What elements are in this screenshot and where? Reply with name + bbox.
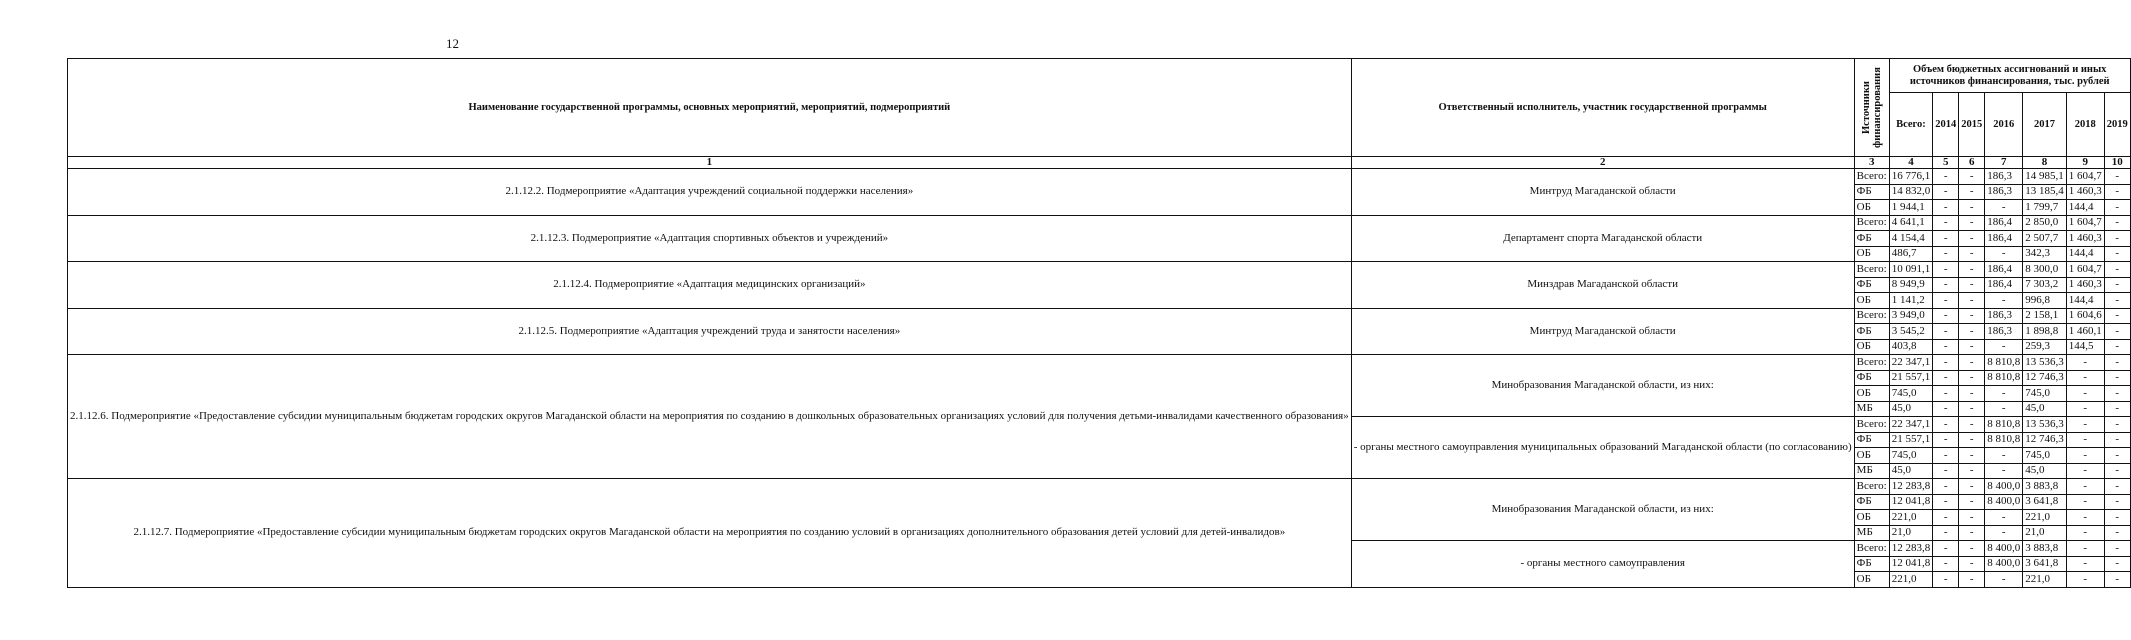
year-value: - xyxy=(2104,246,2130,262)
year-value: - xyxy=(1959,262,1985,278)
year-value: - xyxy=(1959,541,1985,557)
table-row xyxy=(68,262,2131,278)
year-value: - xyxy=(2066,463,2104,479)
total-value: 12 283,8 xyxy=(1889,479,1933,495)
year-value: 3 641,8 xyxy=(2023,556,2067,572)
year-value: 2 850,0 xyxy=(2023,215,2067,231)
funding-source: ФБ xyxy=(1854,184,1889,200)
year-value: - xyxy=(2066,510,2104,526)
year-value: - xyxy=(1933,339,1959,355)
page-number: 12 xyxy=(446,36,459,51)
responsible-participant: - органы местного самоуправления муниципальных образований Магаданской области (по согласованию) xyxy=(1351,417,1854,479)
funding-source: ОБ xyxy=(1854,448,1889,464)
year-value: 1 460,1 xyxy=(2066,324,2104,340)
year-value: - xyxy=(1985,339,2023,355)
total-value: 8 949,9 xyxy=(1889,277,1933,293)
total-value: 4 641,1 xyxy=(1889,215,1933,231)
funding-source: ОБ xyxy=(1854,386,1889,402)
year-value: - xyxy=(1933,355,1959,371)
year-value: 1 460,3 xyxy=(2066,277,2104,293)
funding-source: Всего: xyxy=(1854,479,1889,495)
responsible-executor: Минтруд Магаданской области xyxy=(1351,308,1854,355)
year-value: - xyxy=(2066,401,2104,417)
year-value: - xyxy=(1959,324,1985,340)
funding-source: ФБ xyxy=(1854,231,1889,247)
year-value: 7 303,2 xyxy=(2023,277,2067,293)
header-total: Всего: xyxy=(1889,93,1933,157)
year-value: - xyxy=(1985,246,2023,262)
year-value: 8 400,0 xyxy=(1985,556,2023,572)
year-value: - xyxy=(2066,355,2104,371)
year-value: 342,3 xyxy=(2023,246,2067,262)
year-value: - xyxy=(1959,200,1985,216)
total-value: 4 154,4 xyxy=(1889,231,1933,247)
responsible-participant: - органы местного самоуправления xyxy=(1351,541,1854,588)
total-value: 21 557,1 xyxy=(1889,370,1933,386)
year-value: 13 536,3 xyxy=(2023,355,2067,371)
year-value: - xyxy=(1959,339,1985,355)
year-value: 259,3 xyxy=(2023,339,2067,355)
total-value: 1 141,2 xyxy=(1889,293,1933,309)
funding-source: Всего: xyxy=(1854,417,1889,433)
year-value: - xyxy=(1933,370,1959,386)
year-value: - xyxy=(1933,541,1959,557)
col-number: 5 xyxy=(1933,157,1959,169)
total-value: 745,0 xyxy=(1889,448,1933,464)
year-value: 13 185,4 xyxy=(2023,184,2067,200)
year-value: - xyxy=(1959,293,1985,309)
year-value: - xyxy=(1933,262,1959,278)
year-value: 745,0 xyxy=(2023,386,2067,402)
year-value: 8 810,8 xyxy=(1985,432,2023,448)
col-number: 2 xyxy=(1351,157,1854,169)
year-value: 12 746,3 xyxy=(2023,370,2067,386)
total-value: 45,0 xyxy=(1889,463,1933,479)
funding-source: Всего: xyxy=(1854,541,1889,557)
col-number: 3 xyxy=(1854,157,1889,169)
total-value: 45,0 xyxy=(1889,401,1933,417)
year-value: - xyxy=(1959,494,1985,510)
year-value: - xyxy=(2066,525,2104,541)
year-value: - xyxy=(2066,386,2104,402)
year-value: - xyxy=(1959,479,1985,495)
year-value: - xyxy=(1959,277,1985,293)
year-value: - xyxy=(1933,169,1959,185)
activity-name: 2.1.12.3. Подмероприятие «Адаптация спортивных объектов и учреждений» xyxy=(68,215,1352,262)
year-value: 186,3 xyxy=(1985,184,2023,200)
year-value: 186,3 xyxy=(1985,169,2023,185)
year-value: 186,4 xyxy=(1985,215,2023,231)
year-value: - xyxy=(2066,572,2104,588)
header-volume: Объем бюджетных ассигнований и иных источников финансирования, тыс. рублей xyxy=(1889,59,2130,93)
year-value: - xyxy=(2104,324,2130,340)
responsible-executor: Департамент спорта Магаданской области xyxy=(1351,215,1854,262)
funding-source: ОБ xyxy=(1854,339,1889,355)
year-value: - xyxy=(1933,479,1959,495)
funding-source: ОБ xyxy=(1854,572,1889,588)
year-value: 14 985,1 xyxy=(2023,169,2067,185)
year-value: - xyxy=(2066,494,2104,510)
header-name: Наименование государственной программы, основных мероприятий, мероприятий, подмероприятий xyxy=(68,59,1352,157)
year-value: - xyxy=(2104,200,2130,216)
year-value: 45,0 xyxy=(2023,401,2067,417)
year-value: - xyxy=(1933,572,1959,588)
year-value: - xyxy=(1959,463,1985,479)
total-value: 12 041,8 xyxy=(1889,556,1933,572)
col-number: 8 xyxy=(2023,157,2067,169)
year-value: - xyxy=(1933,494,1959,510)
year-value: - xyxy=(1933,200,1959,216)
year-value: - xyxy=(2104,262,2130,278)
year-value: - xyxy=(1985,293,2023,309)
funding-source: ФБ xyxy=(1854,277,1889,293)
responsible-executor: Минобразования Магаданской области, из них: xyxy=(1351,479,1854,541)
year-value: 3 883,8 xyxy=(2023,479,2067,495)
year-value: - xyxy=(1959,556,1985,572)
funding-source: Всего: xyxy=(1854,169,1889,185)
year-value: - xyxy=(2104,184,2130,200)
year-value: 186,4 xyxy=(1985,231,2023,247)
year-value: - xyxy=(1933,215,1959,231)
year-value: - xyxy=(1985,510,2023,526)
year-value: - xyxy=(1985,463,2023,479)
budget-table xyxy=(67,58,2131,588)
funding-source: ОБ xyxy=(1854,293,1889,309)
activity-name: 2.1.12.6. Подмероприятие «Предоставление субсидии муниципальным бюджетам городских округов Магаданской области на мероприятия по созданию в дошкольных образовательных организациях условий для получения детьми-инвалидами качественного образования» xyxy=(68,355,1352,479)
year-value: - xyxy=(2066,432,2104,448)
year-value: - xyxy=(2104,525,2130,541)
year-value: - xyxy=(1933,277,1959,293)
responsible-executor: Минтруд Магаданской области xyxy=(1351,169,1854,216)
year-value: 221,0 xyxy=(2023,510,2067,526)
year-value: 1 898,8 xyxy=(2023,324,2067,340)
year-value: 2 158,1 xyxy=(2023,308,2067,324)
header-year: 2018 xyxy=(2066,93,2104,157)
header-year: 2016 xyxy=(1985,93,2023,157)
header-year: 2014 xyxy=(1933,93,1959,157)
year-value: - xyxy=(2066,479,2104,495)
year-value: - xyxy=(2104,355,2130,371)
funding-source: Всего: xyxy=(1854,215,1889,231)
activity-name: 2.1.12.2. Подмероприятие «Адаптация учреждений социальной поддержки населения» xyxy=(68,169,1352,216)
total-value: 403,8 xyxy=(1889,339,1933,355)
year-value: - xyxy=(2066,556,2104,572)
year-value: - xyxy=(1985,401,2023,417)
year-value: 144,4 xyxy=(2066,293,2104,309)
funding-source: ФБ xyxy=(1854,556,1889,572)
total-value: 22 347,1 xyxy=(1889,417,1933,433)
funding-source: Всего: xyxy=(1854,262,1889,278)
year-value: - xyxy=(1933,448,1959,464)
year-value: - xyxy=(2104,556,2130,572)
total-value: 486,7 xyxy=(1889,246,1933,262)
table-row xyxy=(68,215,2131,231)
total-value: 745,0 xyxy=(1889,386,1933,402)
year-value: - xyxy=(1959,525,1985,541)
year-value: - xyxy=(2104,386,2130,402)
responsible-executor: Минобразования Магаданской области, из них: xyxy=(1351,355,1854,417)
year-value: - xyxy=(1933,308,1959,324)
year-value: - xyxy=(1959,417,1985,433)
year-value: - xyxy=(1933,401,1959,417)
col-number: 10 xyxy=(2104,157,2130,169)
table-row xyxy=(68,479,2131,495)
year-value: - xyxy=(1933,510,1959,526)
total-value: 221,0 xyxy=(1889,572,1933,588)
table-body xyxy=(68,169,2131,588)
total-value: 221,0 xyxy=(1889,510,1933,526)
funding-source: МБ xyxy=(1854,525,1889,541)
year-value: - xyxy=(2104,169,2130,185)
year-value: 8 810,8 xyxy=(1985,370,2023,386)
total-value: 3 949,0 xyxy=(1889,308,1933,324)
year-value: - xyxy=(1959,401,1985,417)
year-value: - xyxy=(2104,432,2130,448)
header-sources: Источники финансирования xyxy=(1860,67,1883,148)
year-value: 1 604,7 xyxy=(2066,169,2104,185)
header-year: 2015 xyxy=(1959,93,1985,157)
year-value: 1 604,6 xyxy=(2066,308,2104,324)
year-value: - xyxy=(2104,417,2130,433)
funding-source: ФБ xyxy=(1854,324,1889,340)
year-value: - xyxy=(1959,231,1985,247)
year-value: - xyxy=(2104,401,2130,417)
total-value: 3 545,2 xyxy=(1889,324,1933,340)
year-value: - xyxy=(1985,200,2023,216)
year-value: 1 799,7 xyxy=(2023,200,2067,216)
funding-source: Всего: xyxy=(1854,355,1889,371)
year-value: - xyxy=(1933,432,1959,448)
year-value: 186,3 xyxy=(1985,308,2023,324)
year-value: - xyxy=(2104,308,2130,324)
year-value: - xyxy=(2104,277,2130,293)
year-value: 186,3 xyxy=(1985,324,2023,340)
total-value: 21 557,1 xyxy=(1889,432,1933,448)
activity-name: 2.1.12.5. Подмероприятие «Адаптация учреждений труда и занятости населения» xyxy=(68,308,1352,355)
year-value: 745,0 xyxy=(2023,448,2067,464)
year-value: - xyxy=(2104,510,2130,526)
year-value: - xyxy=(1985,386,2023,402)
year-value: - xyxy=(1959,432,1985,448)
year-value: 144,4 xyxy=(2066,200,2104,216)
year-value: - xyxy=(1959,184,1985,200)
year-value: - xyxy=(1985,572,2023,588)
year-value: - xyxy=(2104,370,2130,386)
year-value: 8 300,0 xyxy=(2023,262,2067,278)
funding-source: ФБ xyxy=(1854,494,1889,510)
funding-source: МБ xyxy=(1854,463,1889,479)
year-value: 996,8 xyxy=(2023,293,2067,309)
funding-source: ОБ xyxy=(1854,246,1889,262)
year-value: - xyxy=(2104,339,2130,355)
year-value: - xyxy=(2104,448,2130,464)
table-row xyxy=(68,308,2131,324)
header-year: 2019 xyxy=(2104,93,2130,157)
col-number: 6 xyxy=(1959,157,1985,169)
table-row xyxy=(68,169,2131,185)
col-number: 4 xyxy=(1889,157,1933,169)
total-value: 16 776,1 xyxy=(1889,169,1933,185)
year-value: 3 883,8 xyxy=(2023,541,2067,557)
year-value: - xyxy=(1933,293,1959,309)
year-value: - xyxy=(1933,231,1959,247)
activity-name: 2.1.12.4. Подмероприятие «Адаптация медицинских организаций» xyxy=(68,262,1352,309)
year-value: - xyxy=(2066,417,2104,433)
year-value: - xyxy=(1933,246,1959,262)
activity-name: 2.1.12.7. Подмероприятие «Предоставление субсидии муниципальным бюджетам городских округов Магаданской области на мероприятия по созданию условий в организациях дополнительного образования детей условий для детей-инвалидов» xyxy=(68,479,1352,588)
funding-source: ФБ xyxy=(1854,370,1889,386)
year-value: - xyxy=(1985,448,2023,464)
col-number: 1 xyxy=(68,157,1352,169)
year-value: - xyxy=(2066,541,2104,557)
year-value: - xyxy=(2104,215,2130,231)
col-number: 7 xyxy=(1985,157,2023,169)
year-value: 8 400,0 xyxy=(1985,479,2023,495)
year-value: - xyxy=(1933,184,1959,200)
year-value: - xyxy=(2066,370,2104,386)
year-value: - xyxy=(2104,463,2130,479)
funding-source: ОБ xyxy=(1854,510,1889,526)
year-value: - xyxy=(1959,510,1985,526)
year-value: - xyxy=(1933,386,1959,402)
year-value: - xyxy=(2104,293,2130,309)
year-value: 186,4 xyxy=(1985,262,2023,278)
year-value: 8 810,8 xyxy=(1985,417,2023,433)
year-value: 1 460,3 xyxy=(2066,184,2104,200)
year-value: 144,4 xyxy=(2066,246,2104,262)
year-value: - xyxy=(2104,494,2130,510)
year-value: 2 507,7 xyxy=(2023,231,2067,247)
funding-source: ФБ xyxy=(1854,432,1889,448)
year-value: 1 460,3 xyxy=(2066,231,2104,247)
year-value: - xyxy=(2104,479,2130,495)
total-value: 14 832,0 xyxy=(1889,184,1933,200)
funding-source: ОБ xyxy=(1854,200,1889,216)
year-value: - xyxy=(1959,169,1985,185)
year-value: - xyxy=(1959,572,1985,588)
year-value: 144,5 xyxy=(2066,339,2104,355)
table-row xyxy=(68,355,2131,371)
funding-source: Всего: xyxy=(1854,308,1889,324)
year-value: - xyxy=(1933,463,1959,479)
year-value: - xyxy=(2104,541,2130,557)
year-value: - xyxy=(1933,324,1959,340)
year-value: 8 810,8 xyxy=(1985,355,2023,371)
total-value: 12 283,8 xyxy=(1889,541,1933,557)
year-value: 45,0 xyxy=(2023,463,2067,479)
header-responsible: Ответственный исполнитель, участник государственной программы xyxy=(1351,59,1854,157)
year-value: - xyxy=(1959,215,1985,231)
year-value: - xyxy=(1933,417,1959,433)
year-value: - xyxy=(1933,556,1959,572)
year-value: 1 604,7 xyxy=(2066,215,2104,231)
year-value: - xyxy=(1985,525,2023,541)
year-value: 12 746,3 xyxy=(2023,432,2067,448)
total-value: 10 091,1 xyxy=(1889,262,1933,278)
total-value: 21,0 xyxy=(1889,525,1933,541)
year-value: - xyxy=(1959,308,1985,324)
year-value: 21,0 xyxy=(2023,525,2067,541)
header-year: 2017 xyxy=(2023,93,2067,157)
year-value: 13 536,3 xyxy=(2023,417,2067,433)
year-value: - xyxy=(1959,386,1985,402)
year-value: - xyxy=(1933,525,1959,541)
total-value: 1 944,1 xyxy=(1889,200,1933,216)
responsible-executor: Минздрав Магаданской области xyxy=(1351,262,1854,309)
year-value: - xyxy=(2104,572,2130,588)
year-value: 1 604,7 xyxy=(2066,262,2104,278)
year-value: - xyxy=(1959,246,1985,262)
year-value: 186,4 xyxy=(1985,277,2023,293)
col-number: 9 xyxy=(2066,157,2104,169)
year-value: - xyxy=(1959,355,1985,371)
funding-source: МБ xyxy=(1854,401,1889,417)
total-value: 22 347,1 xyxy=(1889,355,1933,371)
total-value: 12 041,8 xyxy=(1889,494,1933,510)
year-value: - xyxy=(1959,448,1985,464)
year-value: 221,0 xyxy=(2023,572,2067,588)
year-value: - xyxy=(2104,231,2130,247)
year-value: 3 641,8 xyxy=(2023,494,2067,510)
year-value: - xyxy=(2066,448,2104,464)
year-value: - xyxy=(1959,370,1985,386)
year-value: 8 400,0 xyxy=(1985,494,2023,510)
year-value: 8 400,0 xyxy=(1985,541,2023,557)
